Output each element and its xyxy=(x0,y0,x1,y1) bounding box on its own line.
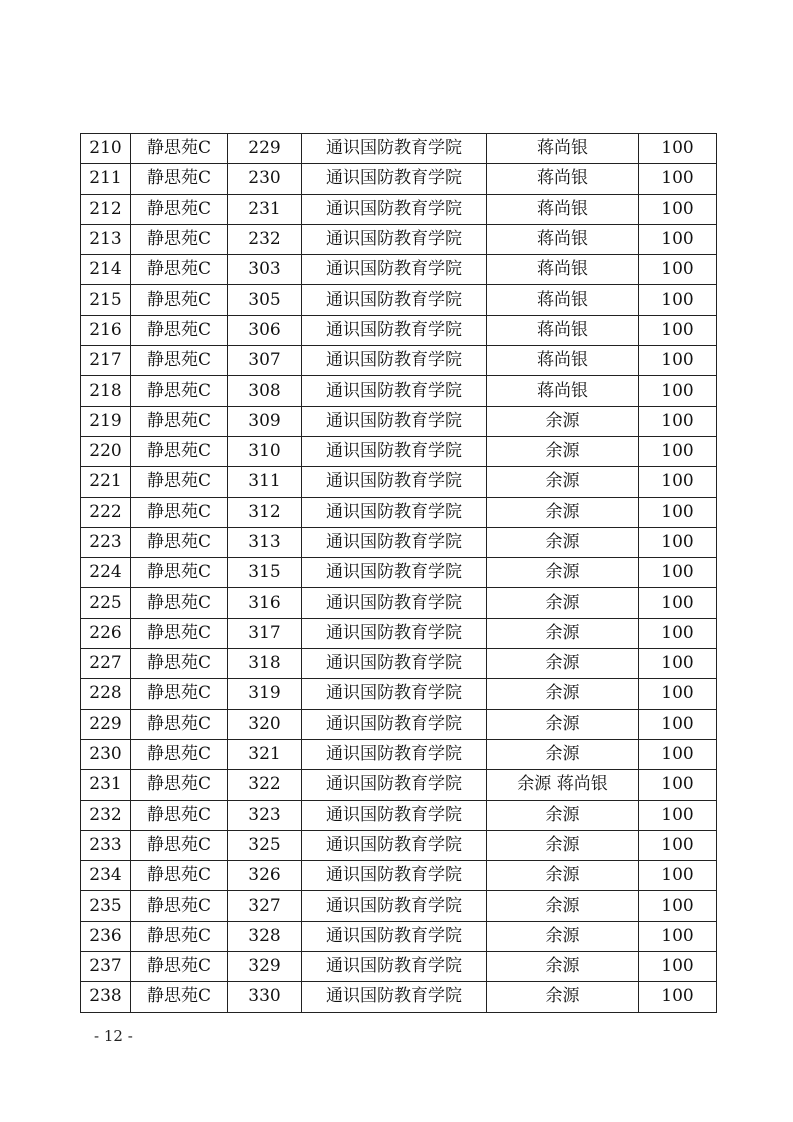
building-cell: 静思苑C xyxy=(131,952,228,982)
room-cell: 312 xyxy=(228,497,302,527)
building-cell: 静思苑C xyxy=(131,497,228,527)
score-cell: 100 xyxy=(639,467,717,497)
college-cell: 通识国防教育学院 xyxy=(302,194,487,224)
teacher-cell: 余源 xyxy=(487,800,639,830)
teacher-cell: 余源 xyxy=(487,497,639,527)
score-cell: 100 xyxy=(639,588,717,618)
room-cell: 229 xyxy=(228,134,302,164)
table-row xyxy=(81,194,717,224)
score-cell: 100 xyxy=(639,618,717,648)
score-cell: 100 xyxy=(639,255,717,285)
score-cell: 100 xyxy=(639,982,717,1012)
score-cell: 100 xyxy=(639,800,717,830)
teacher-cell: 余源 xyxy=(487,891,639,921)
room-cell: 309 xyxy=(228,406,302,436)
score-cell: 100 xyxy=(639,315,717,345)
teacher-cell: 余源 xyxy=(487,558,639,588)
building-cell: 静思苑C xyxy=(131,770,228,800)
room-cell: 328 xyxy=(228,921,302,951)
table-row xyxy=(81,224,717,254)
college-cell: 通识国防教育学院 xyxy=(302,497,487,527)
row-number-cell: 232 xyxy=(81,800,131,830)
room-cell: 303 xyxy=(228,255,302,285)
row-number-cell: 234 xyxy=(81,861,131,891)
room-cell: 310 xyxy=(228,436,302,466)
room-cell: 323 xyxy=(228,800,302,830)
building-cell: 静思苑C xyxy=(131,558,228,588)
room-cell: 306 xyxy=(228,315,302,345)
teacher-cell: 余源 xyxy=(487,436,639,466)
table-body xyxy=(81,134,717,1013)
table-row xyxy=(81,588,717,618)
score-cell: 100 xyxy=(639,739,717,769)
room-cell: 315 xyxy=(228,558,302,588)
score-cell: 100 xyxy=(639,891,717,921)
table-row xyxy=(81,467,717,497)
building-cell: 静思苑C xyxy=(131,709,228,739)
row-number-cell: 222 xyxy=(81,497,131,527)
college-cell: 通识国防教育学院 xyxy=(302,346,487,376)
table-row xyxy=(81,982,717,1012)
room-cell: 329 xyxy=(228,952,302,982)
college-cell: 通识国防教育学院 xyxy=(302,134,487,164)
college-cell: 通识国防教育学院 xyxy=(302,679,487,709)
table-row xyxy=(81,497,717,527)
score-cell: 100 xyxy=(639,649,717,679)
table-row xyxy=(81,891,717,921)
row-number-cell: 223 xyxy=(81,527,131,557)
table-row xyxy=(81,406,717,436)
building-cell: 静思苑C xyxy=(131,224,228,254)
college-cell: 通识国防教育学院 xyxy=(302,376,487,406)
room-cell: 326 xyxy=(228,861,302,891)
college-cell: 通识国防教育学院 xyxy=(302,649,487,679)
teacher-cell: 余源 xyxy=(487,830,639,860)
teacher-cell: 蒋尚银 xyxy=(487,255,639,285)
table-row xyxy=(81,679,717,709)
building-cell: 静思苑C xyxy=(131,315,228,345)
row-number-cell: 233 xyxy=(81,830,131,860)
row-number-cell: 236 xyxy=(81,921,131,951)
score-cell: 100 xyxy=(639,558,717,588)
row-number-cell: 227 xyxy=(81,649,131,679)
score-cell: 100 xyxy=(639,497,717,527)
row-number-cell: 228 xyxy=(81,679,131,709)
table-row xyxy=(81,527,717,557)
row-number-cell: 231 xyxy=(81,770,131,800)
score-cell: 100 xyxy=(639,679,717,709)
score-cell: 100 xyxy=(639,436,717,466)
room-cell: 230 xyxy=(228,164,302,194)
room-cell: 311 xyxy=(228,467,302,497)
college-cell: 通识国防教育学院 xyxy=(302,255,487,285)
dormitory-score-table xyxy=(80,133,717,1013)
college-cell: 通识国防教育学院 xyxy=(302,527,487,557)
teacher-cell: 余源 xyxy=(487,467,639,497)
building-cell: 静思苑C xyxy=(131,679,228,709)
building-cell: 静思苑C xyxy=(131,255,228,285)
row-number-cell: 215 xyxy=(81,285,131,315)
table-row xyxy=(81,739,717,769)
teacher-cell: 余源 xyxy=(487,982,639,1012)
score-cell: 100 xyxy=(639,346,717,376)
room-cell: 231 xyxy=(228,194,302,224)
table-row xyxy=(81,618,717,648)
college-cell: 通识国防教育学院 xyxy=(302,921,487,951)
college-cell: 通识国防教育学院 xyxy=(302,618,487,648)
college-cell: 通识国防教育学院 xyxy=(302,770,487,800)
building-cell: 静思苑C xyxy=(131,861,228,891)
teacher-cell: 蒋尚银 xyxy=(487,376,639,406)
table-row xyxy=(81,134,717,164)
room-cell: 321 xyxy=(228,739,302,769)
room-cell: 320 xyxy=(228,709,302,739)
teacher-cell: 余源 xyxy=(487,709,639,739)
table-row xyxy=(81,164,717,194)
building-cell: 静思苑C xyxy=(131,346,228,376)
building-cell: 静思苑C xyxy=(131,800,228,830)
college-cell: 通识国防教育学院 xyxy=(302,891,487,921)
college-cell: 通识国防教育学院 xyxy=(302,952,487,982)
room-cell: 327 xyxy=(228,891,302,921)
room-cell: 316 xyxy=(228,588,302,618)
building-cell: 静思苑C xyxy=(131,194,228,224)
building-cell: 静思苑C xyxy=(131,982,228,1012)
teacher-cell: 余源 xyxy=(487,952,639,982)
score-cell: 100 xyxy=(639,194,717,224)
table-row xyxy=(81,952,717,982)
row-number-cell: 214 xyxy=(81,255,131,285)
college-cell: 通识国防教育学院 xyxy=(302,739,487,769)
page-number: - 12 - xyxy=(94,1027,133,1045)
teacher-cell: 余源 xyxy=(487,527,639,557)
college-cell: 通识国防教育学院 xyxy=(302,164,487,194)
room-cell: 232 xyxy=(228,224,302,254)
building-cell: 静思苑C xyxy=(131,376,228,406)
building-cell: 静思苑C xyxy=(131,467,228,497)
teacher-cell: 蒋尚银 xyxy=(487,224,639,254)
table-row xyxy=(81,376,717,406)
table-row xyxy=(81,709,717,739)
building-cell: 静思苑C xyxy=(131,618,228,648)
teacher-cell: 余源 xyxy=(487,618,639,648)
score-cell: 100 xyxy=(639,527,717,557)
row-number-cell: 226 xyxy=(81,618,131,648)
teacher-cell: 蒋尚银 xyxy=(487,315,639,345)
room-cell: 325 xyxy=(228,830,302,860)
college-cell: 通识国防教育学院 xyxy=(302,709,487,739)
college-cell: 通识国防教育学院 xyxy=(302,467,487,497)
building-cell: 静思苑C xyxy=(131,436,228,466)
row-number-cell: 218 xyxy=(81,376,131,406)
teacher-cell: 余源 xyxy=(487,406,639,436)
teacher-cell: 蒋尚银 xyxy=(487,346,639,376)
teacher-cell: 余源 蒋尚银 xyxy=(487,770,639,800)
teacher-cell: 余源 xyxy=(487,679,639,709)
room-cell: 305 xyxy=(228,285,302,315)
building-cell: 静思苑C xyxy=(131,285,228,315)
room-cell: 313 xyxy=(228,527,302,557)
building-cell: 静思苑C xyxy=(131,891,228,921)
college-cell: 通识国防教育学院 xyxy=(302,406,487,436)
row-number-cell: 237 xyxy=(81,952,131,982)
row-number-cell: 217 xyxy=(81,346,131,376)
teacher-cell: 蒋尚银 xyxy=(487,134,639,164)
building-cell: 静思苑C xyxy=(131,164,228,194)
teacher-cell: 余源 xyxy=(487,588,639,618)
table-row xyxy=(81,770,717,800)
room-cell: 317 xyxy=(228,618,302,648)
score-cell: 100 xyxy=(639,406,717,436)
building-cell: 静思苑C xyxy=(131,921,228,951)
row-number-cell: 216 xyxy=(81,315,131,345)
row-number-cell: 224 xyxy=(81,558,131,588)
row-number-cell: 238 xyxy=(81,982,131,1012)
college-cell: 通识国防教育学院 xyxy=(302,830,487,860)
room-cell: 330 xyxy=(228,982,302,1012)
teacher-cell: 蒋尚银 xyxy=(487,194,639,224)
table-row xyxy=(81,830,717,860)
score-cell: 100 xyxy=(639,952,717,982)
row-number-cell: 211 xyxy=(81,164,131,194)
building-cell: 静思苑C xyxy=(131,588,228,618)
table-row xyxy=(81,285,717,315)
table-row xyxy=(81,315,717,345)
building-cell: 静思苑C xyxy=(131,134,228,164)
table-row xyxy=(81,921,717,951)
table-row xyxy=(81,255,717,285)
teacher-cell: 余源 xyxy=(487,921,639,951)
row-number-cell: 213 xyxy=(81,224,131,254)
score-cell: 100 xyxy=(639,861,717,891)
college-cell: 通识国防教育学院 xyxy=(302,224,487,254)
score-cell: 100 xyxy=(639,830,717,860)
score-cell: 100 xyxy=(639,134,717,164)
room-cell: 319 xyxy=(228,679,302,709)
score-cell: 100 xyxy=(639,921,717,951)
score-cell: 100 xyxy=(639,164,717,194)
building-cell: 静思苑C xyxy=(131,830,228,860)
table-row xyxy=(81,558,717,588)
row-number-cell: 221 xyxy=(81,467,131,497)
college-cell: 通识国防教育学院 xyxy=(302,861,487,891)
row-number-cell: 235 xyxy=(81,891,131,921)
table-row xyxy=(81,346,717,376)
room-cell: 307 xyxy=(228,346,302,376)
table-row xyxy=(81,649,717,679)
table-row xyxy=(81,861,717,891)
score-cell: 100 xyxy=(639,709,717,739)
score-cell: 100 xyxy=(639,770,717,800)
teacher-cell: 余源 xyxy=(487,739,639,769)
row-number-cell: 220 xyxy=(81,436,131,466)
building-cell: 静思苑C xyxy=(131,406,228,436)
building-cell: 静思苑C xyxy=(131,527,228,557)
row-number-cell: 210 xyxy=(81,134,131,164)
building-cell: 静思苑C xyxy=(131,739,228,769)
college-cell: 通识国防教育学院 xyxy=(302,588,487,618)
room-cell: 322 xyxy=(228,770,302,800)
college-cell: 通识国防教育学院 xyxy=(302,558,487,588)
table-row xyxy=(81,436,717,466)
building-cell: 静思苑C xyxy=(131,649,228,679)
college-cell: 通识国防教育学院 xyxy=(302,315,487,345)
row-number-cell: 225 xyxy=(81,588,131,618)
table-row xyxy=(81,800,717,830)
college-cell: 通识国防教育学院 xyxy=(302,285,487,315)
room-cell: 308 xyxy=(228,376,302,406)
row-number-cell: 212 xyxy=(81,194,131,224)
row-number-cell: 230 xyxy=(81,739,131,769)
college-cell: 通识国防教育学院 xyxy=(302,982,487,1012)
teacher-cell: 蒋尚银 xyxy=(487,285,639,315)
teacher-cell: 蒋尚银 xyxy=(487,164,639,194)
score-cell: 100 xyxy=(639,224,717,254)
score-cell: 100 xyxy=(639,285,717,315)
row-number-cell: 229 xyxy=(81,709,131,739)
college-cell: 通识国防教育学院 xyxy=(302,436,487,466)
teacher-cell: 余源 xyxy=(487,649,639,679)
room-cell: 318 xyxy=(228,649,302,679)
college-cell: 通识国防教育学院 xyxy=(302,800,487,830)
row-number-cell: 219 xyxy=(81,406,131,436)
score-cell: 100 xyxy=(639,376,717,406)
teacher-cell: 余源 xyxy=(487,861,639,891)
